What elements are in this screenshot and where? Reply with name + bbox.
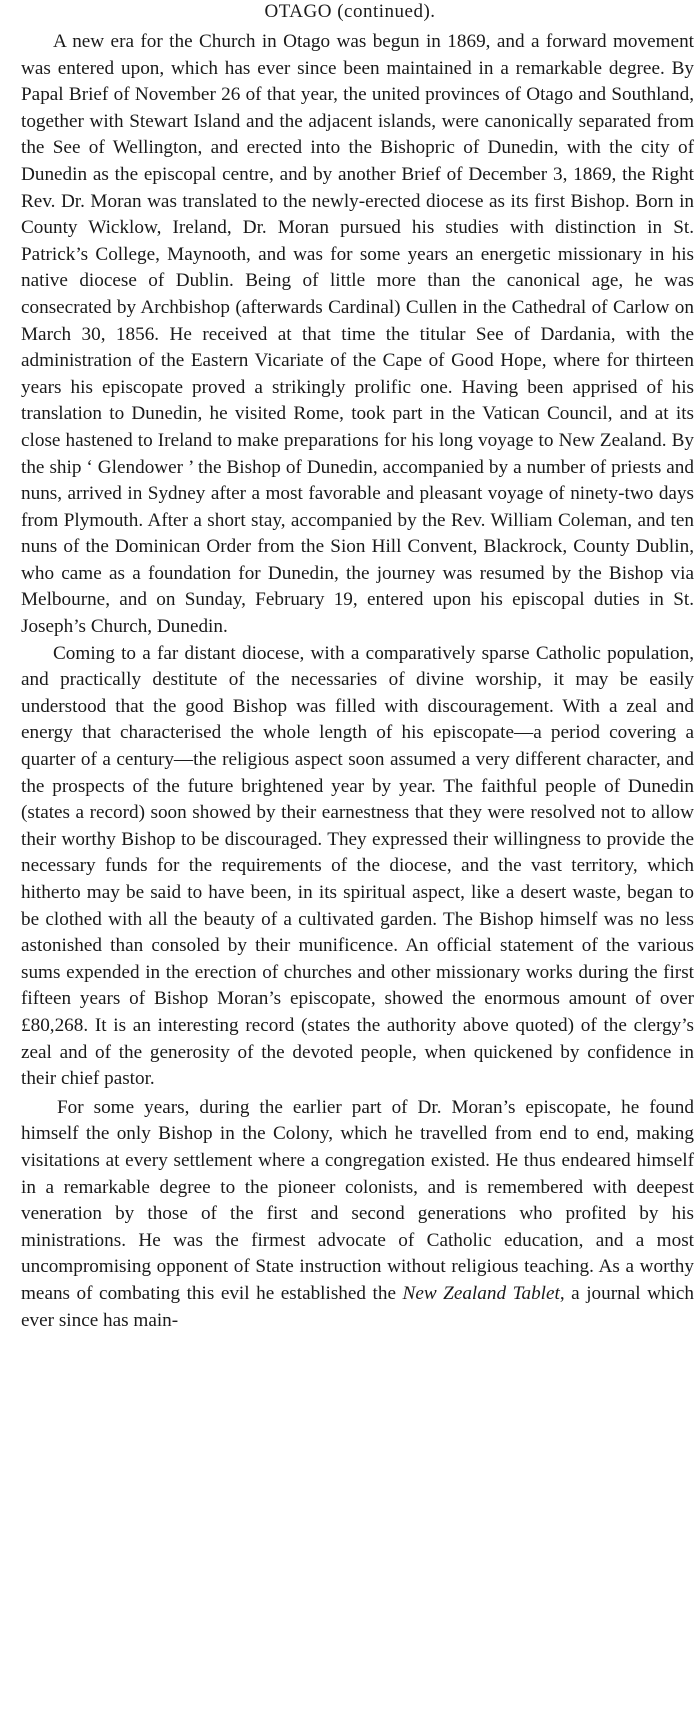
newspaper-title: New Zealand Tablet bbox=[402, 1282, 560, 1304]
document-body bbox=[21, 29, 694, 1334]
paragraph-1: A new era for the Church in Otago was begun in 1869, and a forward movement was entered upon, which has ever since been maintained in a remarkable degree. By Papal Brief of November 26 of that year, the united provinces of Otago and Southland, together with Stewart Island and the adjacent islands, were canonically separated from the See of Wellington, and erected into the Bishopric of Dunedin, with the city of Dunedin as the episcopal centre, and by another Brief of December 3, 1869, the Right Rev. Dr. Moran was translated to the newly-erected diocese as its first Bishop. Born in County Wicklow, Ireland, Dr. Moran pursued his studies with distinction in St. Patrick’s College, Maynooth, and was for some years an energetic missionary in his native diocese of Dublin. Being of little more than the canonical age, he was consecrated by Archbishop (afterwards Cardinal) Cullen in the Cathedral of Carlow on March 30, 1856. He received at that time the titular See of Dardania, with the administration of the Eastern Vicariate of the Cape of Good Hope, where for thirteen years his episcopate proved a strikingly prolific one. Having been apprised of his translation to Dunedin, he visited Rome, took part in the Vatican Council, and at its close hastened to Ireland to make preparations for his long voyage to New Zealand. By the ship ‘ Glendower ’ the Bishop of Dunedin, accompanied by a number of priests and nuns, arrived in Sydney after a most favorable and pleasant voyage of ninety-two days from Plymouth. After a short stay, accompanied by the Rev. William Coleman, and ten nuns of the Dominican Order from the Sion Hill Convent, Blackrock, County Dublin, who came as a foundation for Dunedin, the journey was resumed by the Bishop via Melbourne, and on Sunday, February 19, entered upon his episcopal duties in St. Joseph’s Church, Dunedin. bbox=[21, 31, 694, 638]
page-title: OTAGO (continued). bbox=[264, 1, 436, 22]
paragraph-3 bbox=[21, 1095, 694, 1334]
paragraph-3-text-after: , a journal which ever since has main- bbox=[21, 1282, 694, 1331]
paragraph-2: Coming to a far distant diocese, with a comparatively sparse Catholic population, and practically destitute of the necessaries of divine worship, it may be easily understood that the good Bishop was filled with discouragement. With a zeal and energy that characterised the whole length of his episcopate—a period covering a quarter of a century—the religious aspect soon assumed a very different character, and the prospects of the future brightened year by year. The faithful people of Dunedin (states a record) soon showed by their earnestness that they were resolved not to allow their worthy Bishop to be discouraged. They expressed their willingness to provide the necessary funds for the requirements of the diocese, and the vast territory, which hitherto may be said to have been, in its spiritual aspect, like a desert waste, began to be clothed with all the beauty of a cultivated garden. The Bishop himself was no less astonished than consoled by their munificence. An official statement of the various sums expended in the erection of churches and other missionary works during the first fifteen years of Bishop Moran’s episcopate, showed the enormous amount of over £80,268. It is an interesting record (states the authority above quoted) of the clergy’s zeal and of the generosity of the devoted people, when quickened by confidence in their chief pastor. bbox=[21, 642, 694, 1090]
paragraph-3-text-before: For some years, during the earlier part of Dr. Moran’s episcopate, he found himself the only Bishop in the Colony, which he travelled from end to end, making visitations at every settlement where a congregation existed. He thus endeared himself in a remarkable degree to the pioneer colonists, and is remembered with deepest veneration by those of the first and second generations who profited by his ministrations. He was the firmest advocate of Catholic education, and a most uncompromising opponent of State instruction without religious teaching. As a worthy means of combating this evil he established the bbox=[21, 1096, 694, 1304]
